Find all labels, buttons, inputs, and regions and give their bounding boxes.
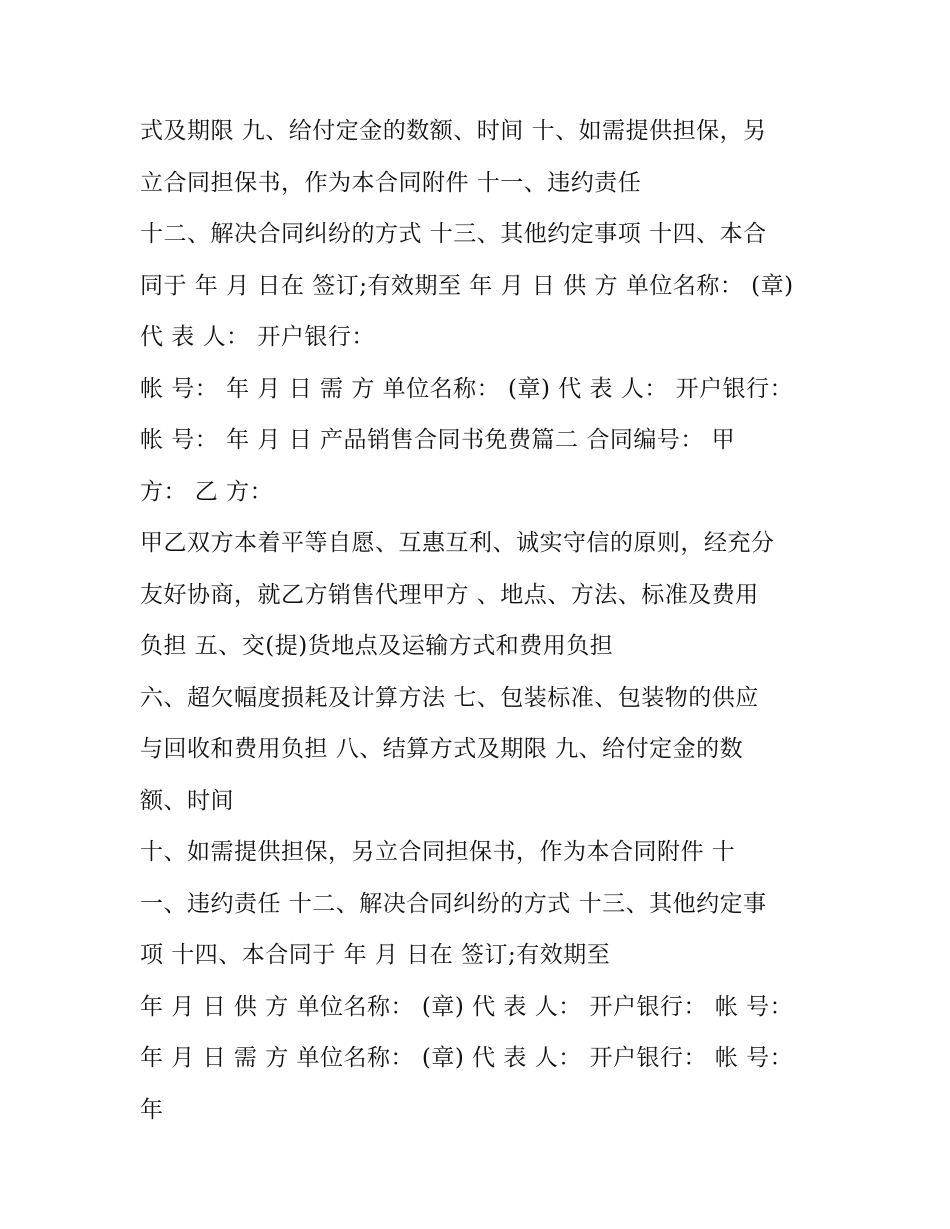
text-line: 方： 乙 方：: [140, 478, 274, 505]
text-line: 式及期限 九、给付定金的数额、时间 十、如需提供担保，另: [140, 118, 767, 144]
text-line: 项 十四、本合同于 年 月 日在 签订;有效期至: [140, 942, 611, 968]
text-line: 负担 五、交(提)货地点及运输方式和费用负担: [140, 633, 614, 659]
text-line: 十、如需提供担保，另立合同担保书，作为本合同附件 十: [140, 839, 736, 865]
text-line: 十二、解决合同纠纷的方式 十三、其他约定事项 十四、本合: [140, 221, 767, 247]
text-line: 帐 号： 年 月 日 产品销售合同书免费篇二 合同编号： 甲: [140, 427, 736, 453]
text-line: 立合同担保书，作为本合同附件 十一、违约责任: [140, 169, 642, 196]
text-line: 同于 年 月 日在 签订;有效期至 年 月 日 供 方 单位名称： (章): [140, 272, 794, 299]
text-line: 友好协商，就乙方销售代理甲方 、地点、方法、标准及费用: [140, 581, 759, 608]
text-line: 年 月 日 供 方 单位名称： (章) 代 表 人： 开户银行： 帐 号：: [140, 993, 794, 1020]
text-line: 一、违约责任 十二、解决合同纠纷的方式 十三、其他约定事: [140, 890, 767, 917]
text-line: 甲乙双方本着平等自愿、互惠互利、诚实守信的原则，经充分: [140, 530, 775, 556]
text-line: 年 月 日 需 方 单位名称： (章) 代 表 人： 开户银行： 帐 号：: [140, 1045, 794, 1071]
text-line: 与回收和费用负担 八、结算方式及期限 九、给付定金的数: [140, 736, 744, 762]
text-line: 额、时间: [140, 787, 234, 814]
text-line: 帐 号： 年 月 日 需 方 单位名称： (章) 代 表 人： 开户银行：: [140, 375, 794, 402]
text-line: 代 表 人： 开户银行：: [140, 324, 375, 350]
text-line: 年: [140, 1096, 164, 1123]
text-line: 六、超欠幅度损耗及计算方法 七、包装标准、包装物的供应: [140, 684, 759, 711]
document-body: [140, 106, 830, 1136]
